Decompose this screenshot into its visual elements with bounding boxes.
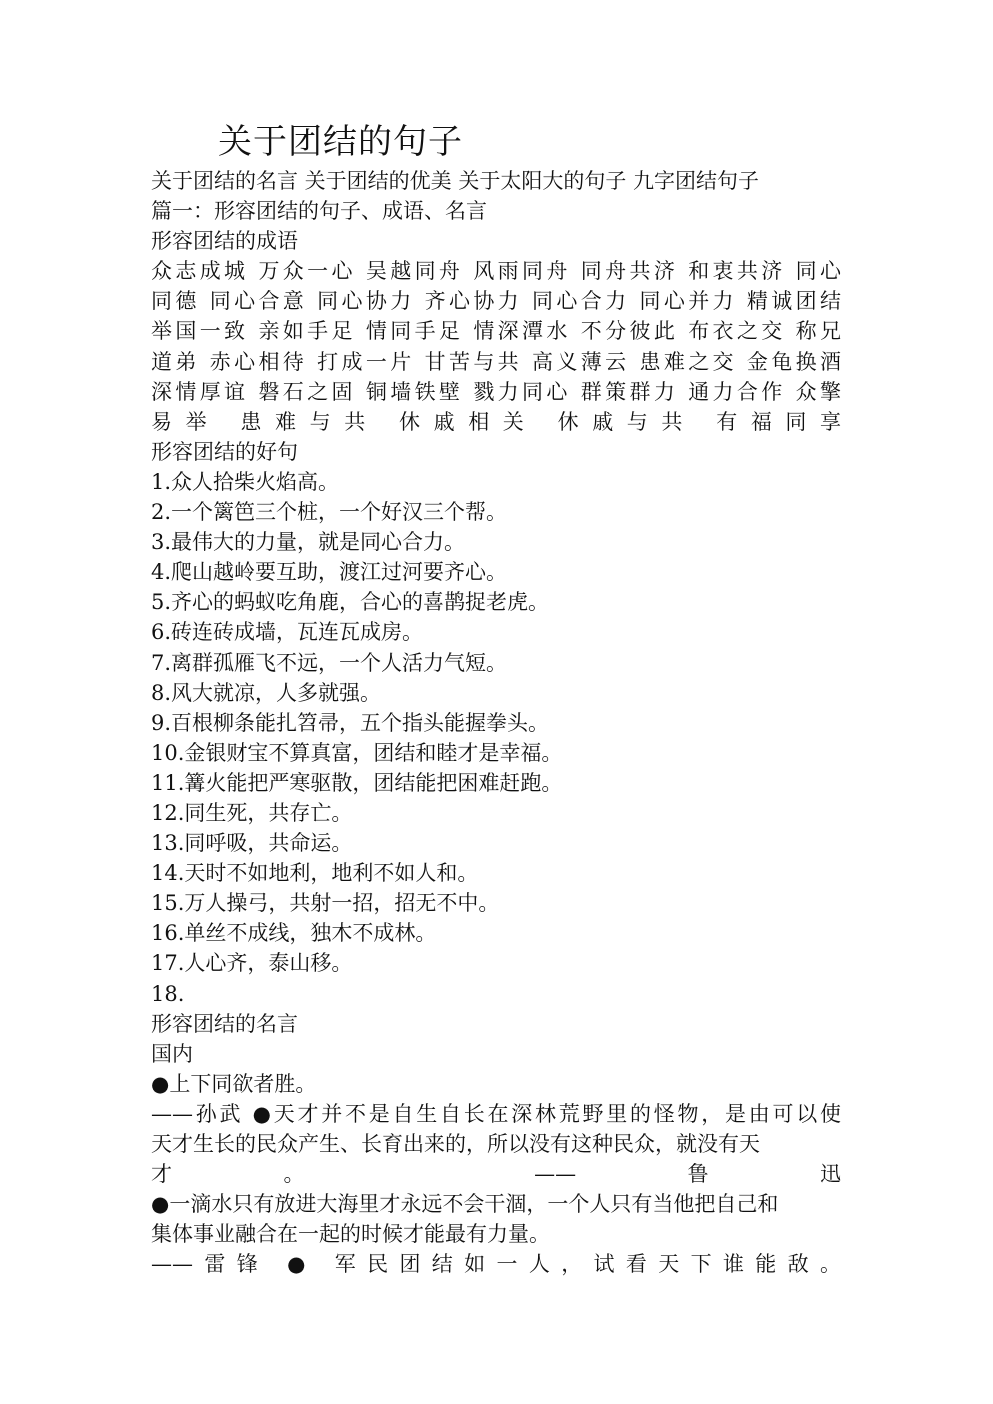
document-body	[151, 166, 841, 1279]
text-line: 关于团结的名言 关于团结的优美 关于太阳大的句子 九字团结句子	[151, 169, 760, 193]
document-title: 关于团结的句子	[218, 122, 463, 162]
text-line: 1.众人拾柴火焰高。	[151, 469, 340, 494]
text-line: 17.人心齐，泰山移。	[151, 951, 353, 976]
text-line: 形容团结的好句	[151, 439, 298, 464]
text-line: 同德 同心合意 同心协力 齐心协力 同心合力 同心并力 精诚团结	[151, 289, 841, 314]
text-line: 9.百根柳条能扎笤帚，五个指头能握拳头。	[151, 710, 550, 735]
text-line: 11.篝火能把严寒驱散，团结能把困难赶跑。	[151, 770, 563, 795]
text-line: 天才生长的民众产生、长育出来的，所以没有这种民众，就没有天	[151, 1132, 760, 1156]
text-line: 篇一：形容团结的句子、成语、名言	[151, 199, 487, 224]
text-line: 2.一个篱笆三个桩，一个好汉三个帮。	[151, 500, 508, 525]
text-line: 14.天时不如地利，地利不如人和。	[151, 861, 479, 886]
text-line: 集体事业融合在一起的时候才能最有力量。	[151, 1222, 550, 1247]
text-line: 举国一致 亲如手足 情同手足 情深潭水 不分彼此 布衣之交 称兄	[151, 319, 841, 344]
text-line: 国内	[151, 1041, 193, 1066]
text-line: 5.齐心的蚂蚁吃角鹿，合心的喜鹊捉老虎。	[151, 590, 550, 615]
text-line: 3.最伟大的力量，就是同心合力。	[151, 530, 466, 555]
text-line: 易举 患难与共 休戚相关 休戚与共 有福同享	[151, 409, 841, 434]
text-line: 4.爬山越岭要互助，渡江过河要齐心。	[151, 560, 508, 585]
text-line: 16.单丝不成线，独木不成林。	[151, 921, 437, 946]
text-line: ——雷锋 ● 军民团结如一人，试看天下谁能敌。	[151, 1252, 841, 1277]
text-line: 形容团结的名言	[151, 1011, 298, 1036]
text-line: 6.砖连砖成墙，瓦连瓦成房。	[151, 620, 424, 645]
text-line: 形容团结的成语	[151, 229, 298, 254]
text-line: 深情厚谊 磐石之固 铜墙铁壁 戮力同心 群策群力 通力合作 众擎	[151, 379, 841, 404]
text-line: 道弟 赤心相待 打成一片 甘苦与共 高义薄云 患难之交 金龟换酒	[151, 349, 841, 374]
text-line: 8.风大就凉，人多就强。	[151, 680, 382, 705]
text-line: 15.万人操弓，共射一招，招无不中。	[151, 891, 500, 916]
text-line: ——孙武 ●天才并不是自生自长在深林荒野里的怪物，是由可以使	[151, 1101, 841, 1126]
text-line: ●一滴水只有放进大海里才永远不会干涸，一个人只有当他把自己和	[151, 1192, 779, 1217]
text-line: 才。 ——鲁迅	[151, 1162, 841, 1187]
text-line: 18.	[151, 981, 185, 1006]
text-line: 12.同生死，共存亡。	[151, 800, 353, 825]
text-line: 10.金银财宝不算真富，团结和睦才是幸福。	[151, 740, 563, 765]
document-page	[151, 118, 841, 1279]
text-line: 7.离群孤雁飞不远，一个人活力气短。	[151, 650, 508, 675]
text-line: 13.同呼吸，共命运。	[151, 831, 353, 856]
text-line: 众志成城 万众一心 吴越同舟 风雨同舟 同舟共济 和衷共济 同心	[151, 259, 841, 284]
text-line: ●上下同欲者胜。	[151, 1071, 317, 1096]
